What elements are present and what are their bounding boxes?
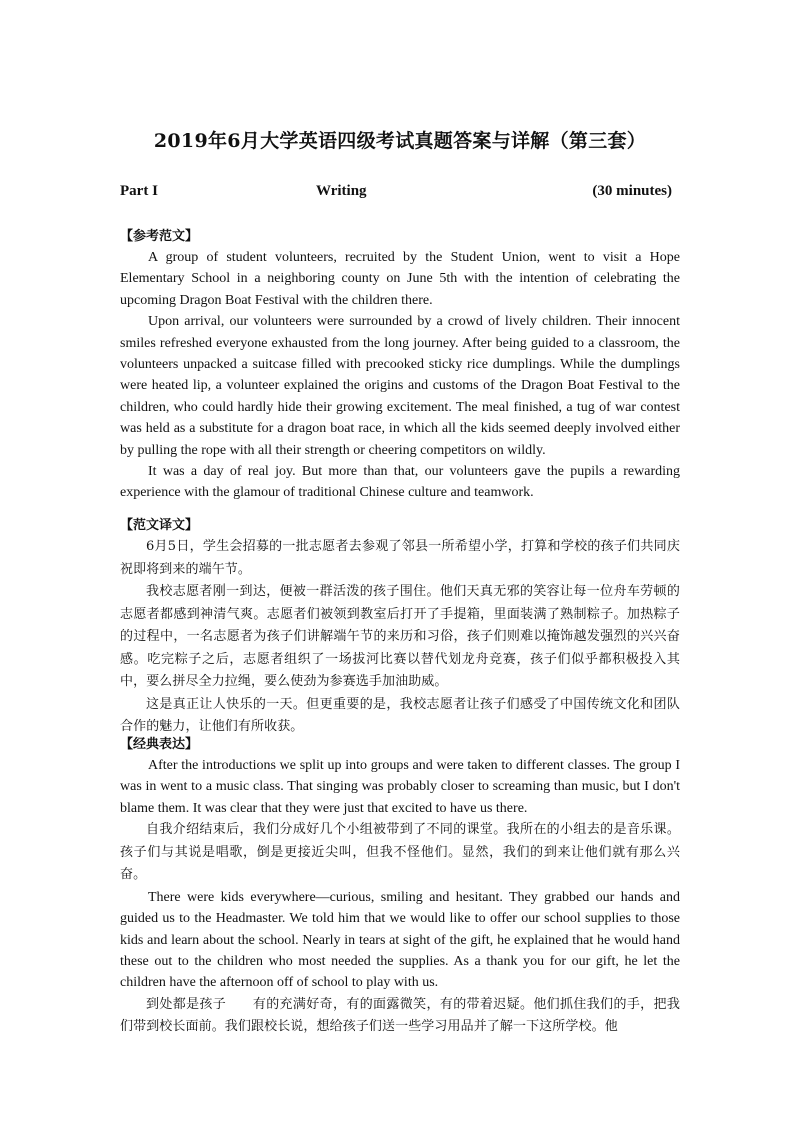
part-header: [120, 183, 680, 205]
page-title: 2019年6月大学英语四级考试真题答案与详解（第三套）: [153, 130, 647, 152]
sample-essay-section: [120, 227, 680, 504]
section-time: (30 minutes): [592, 183, 672, 199]
essay-paragraph: Upon arrival, our volunteers were surrounded by a crowd of lively children. Their innocent smiles refreshed everyone exhausted from the long journey. After being guided to a classroom, the volunteers unpacked a suitcase filled with precooked sticky rice dumplings. While the dumplings were heated lip, a volunteer explained the origins and customs of the Dragon Boat Festival to the children, who could hardly hide their growing excitement. The meal finished, a tug of war contest was held as a substitute for a dragon boat race, in which all the kids seemed deeply involved either by pulling the rope with all their strength or cheering competitors on wildly.: [120, 314, 680, 458]
section-heading: 【范文译文】: [120, 518, 199, 533]
translation-paragraph: 6月5日，学生会招募的一批志愿者去参观了邻县一所希望小学，打算和学校的孩子们共同庆祝即将到来的端午节。: [120, 539, 680, 577]
translation-section: [120, 516, 680, 739]
part-label: Part I: [120, 183, 158, 199]
section-heading: 【参考范文】: [120, 229, 199, 244]
essay-paragraph: It was a day of real joy. But more than that, our volunteers gave the pupils a rewarding experience with the glamour of traditional Chinese culture and teamwork.: [120, 464, 680, 501]
expression-paragraph: 自我介绍结束后，我们分成好几个小组被带到了不同的课堂。我所在的小组去的是音乐课。孩子们与其说是唱歌，倒是更接近尖叫，但我不怪他们。显然，我们的到来让他们就有那么兴奋。: [120, 822, 680, 883]
expression-paragraph: There were kids everywhere—curious, smiling and hesitant. They grabbed our hands and guided us to the Headmaster. We told him that we would like to offer our school supplies to those kids and learn about the school. Nearly in tears at sight of the gift, he explained that he would hand these out to the children who most needed the supplies. As a thank you for our gift, he let the children have the afternoon off of school to play with us.: [120, 889, 680, 991]
essay-paragraph: A group of student volunteers, recruited by the Student Union, went to visit a Hope Elementary School in a neighboring county on June 5th with the intention of celebrating the upcoming Dragon Boat Festival with the children there.: [120, 250, 680, 308]
section-name: Writing: [316, 183, 367, 199]
expression-paragraph: 到处都是孩子 有的充满好奇，有的面露微笑，有的带着迟疑。他们抓住我们的手，把我们带到校长面前。我们跟校长说，想给孩子们送一些学习用品并了解一下这所学校。他: [120, 996, 680, 1035]
section-heading: 【经典表达】: [120, 737, 199, 752]
expressions-section: [120, 735, 680, 1039]
translation-paragraph: 这是真正让人快乐的一天。但更重要的是，我校志愿者让孩子们感受了中国传统文化和团队合作的魅力，让他们有所收获。: [120, 696, 680, 734]
expression-paragraph: After the introductions we split up into groups and were taken to different classes. The group I was in went to a music class. That singing was probably closer to screaming than music, but I don't blame them. It was clear that they were just that excited to have us there.: [120, 758, 680, 816]
translation-paragraph: 我校志愿者刚一到达，便被一群活泼的孩子围住。他们天真无邪的笑容让每一位舟车劳顿的志愿者都感到神清气爽。志愿者们被领到教室后打开了手提箱，里面装满了熟制粽子。加热粽子的过程中，一名志愿者为孩子们讲解端午节的来历和习俗，孩子们则难以掩饰越发强烈的兴兴奋感。吃完粽子之后，志愿者组织了一场拔河比赛以替代划龙舟竞赛，孩子们似乎都积极投入其中，要么拼尽全力拉绳，要么使劲为参赛选手加油助威。: [120, 584, 680, 689]
